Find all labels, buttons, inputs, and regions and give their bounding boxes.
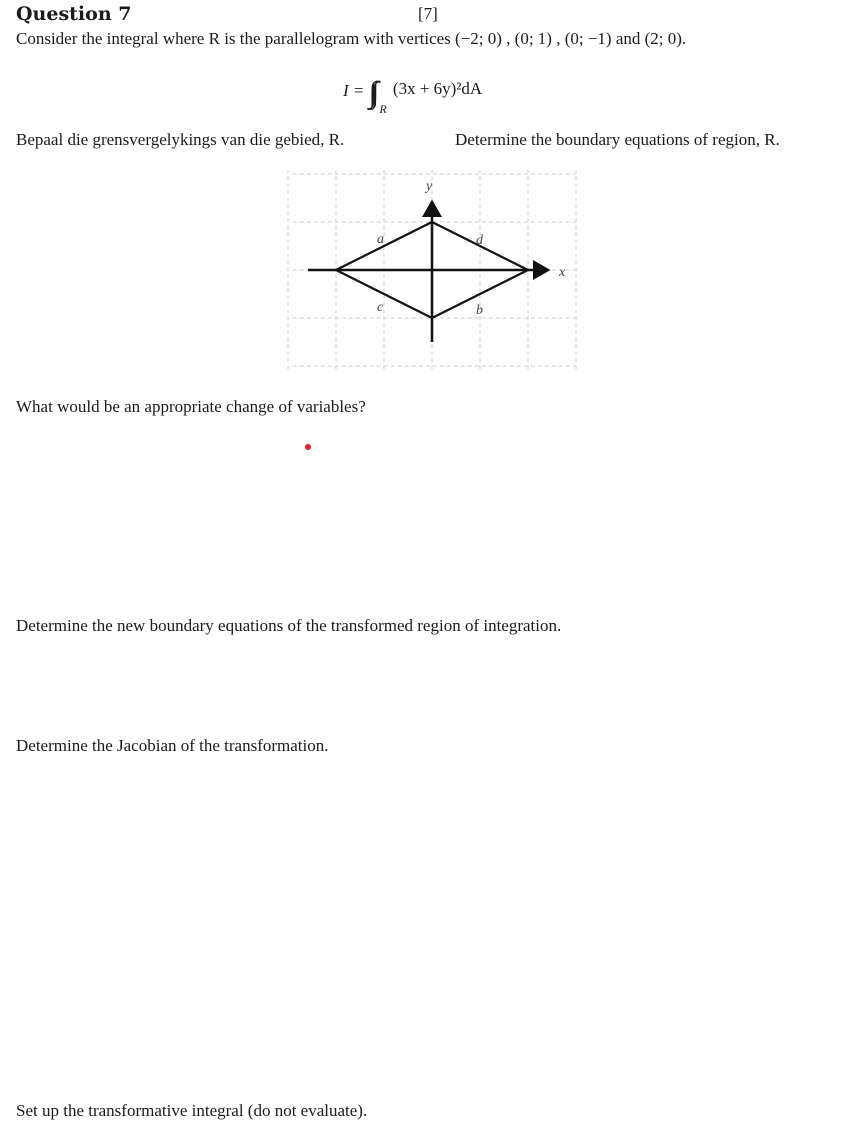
- region-diagram: [280, 170, 580, 372]
- prompt-jacobian: Determine the Jacobian of the transformation.: [16, 736, 329, 755]
- prompt-boundary-afrikaans: Bepaal die grensvergelykings van die gebied, R.: [16, 130, 345, 149]
- integral-region: R: [379, 102, 387, 116]
- question-intro: Consider the integral where R is the parallelogram with vertices (−2; 0) , (0; 1) , (0; −1) and (2; 0).: [16, 29, 687, 48]
- formula-integrand: (3x + 6y)²dA: [392, 79, 483, 98]
- edge-label-c: c: [377, 300, 384, 315]
- prompt-setup-integral: Set up the transformative integral (do not evaluate).: [16, 1101, 368, 1120]
- red-dot-marker: [305, 444, 311, 450]
- y-axis-label: y: [426, 179, 433, 194]
- edge-label-a: a: [377, 232, 384, 247]
- x-axis-label: x: [559, 265, 566, 280]
- prompt-change-of-variables: What would be an appropriate change of variables?: [16, 397, 366, 416]
- question-title: Question 7: [16, 3, 132, 25]
- prompt-new-boundaries: Determine the new boundary equations of the transformed region of integration.: [16, 616, 562, 635]
- edge-label-b: b: [476, 303, 483, 318]
- question-marks: [7]: [418, 4, 438, 23]
- prompt-boundary-english: Determine the boundary equations of region, R.: [455, 130, 780, 149]
- integral-formula: [343, 70, 483, 116]
- edge-label-d: d: [476, 233, 483, 248]
- formula-lhs: I =: [343, 81, 365, 100]
- double-integral-icon: ∫∫: [368, 76, 374, 109]
